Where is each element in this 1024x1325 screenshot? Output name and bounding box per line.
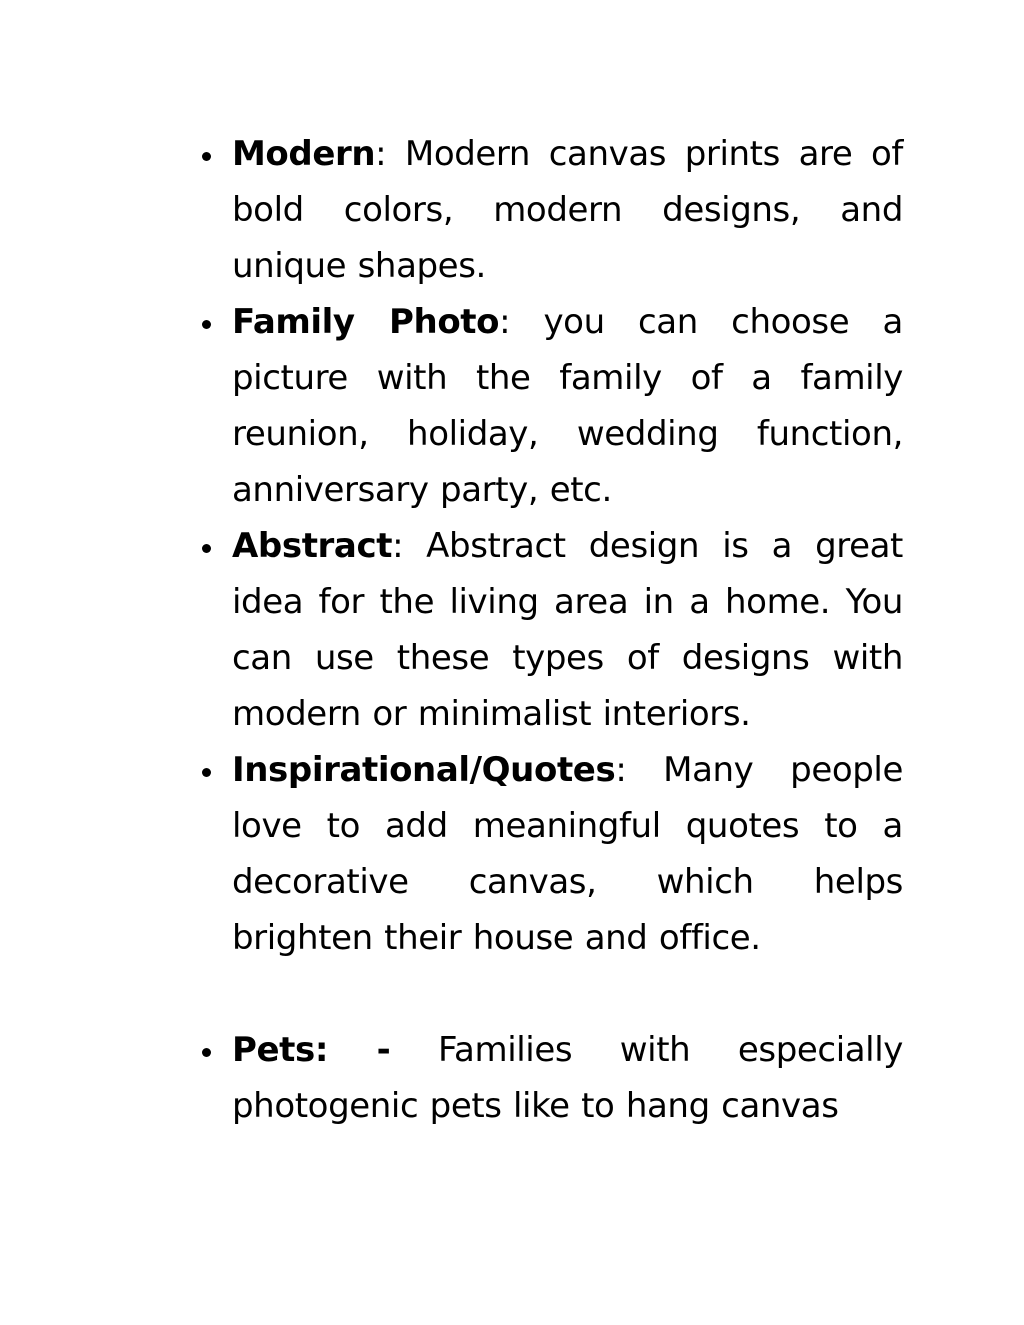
item-text: Families with especially photogenic pets like to hang canvas <box>232 1030 903 1126</box>
bullet-icon <box>202 1048 211 1057</box>
canvas-type-list <box>198 126 903 1134</box>
item-separator: : <box>392 526 404 566</box>
list-item-abstract <box>198 518 903 742</box>
item-term: Modern <box>232 134 376 174</box>
bullet-icon <box>202 320 211 329</box>
item-term: Abstract <box>232 526 393 566</box>
item-text: Abstract design is a great idea for the living area in a home. You can use these types of designs with modern or minimalist interiors. <box>232 526 903 734</box>
item-text: Modern canvas prints are of bold colors, modern designs, and unique shapes. <box>232 134 903 286</box>
item-separator: : <box>375 134 387 174</box>
bullet-icon <box>202 768 211 777</box>
item-separator: : <box>615 750 627 790</box>
bullet-icon <box>202 152 211 161</box>
list-item-modern <box>198 126 903 294</box>
list-item-family-photo <box>198 294 903 518</box>
bullet-icon <box>202 544 211 553</box>
item-text: you can choose a picture with the family of a family reunion, holiday, wedding function, anniversary party, etc. <box>232 302 903 510</box>
item-term: Pets: - <box>232 1030 391 1070</box>
list-item-pets <box>198 1022 903 1134</box>
item-term: Inspirational/Quotes <box>232 750 616 790</box>
item-term: Family Photo <box>232 302 500 342</box>
list-item-inspirational-quotes <box>198 742 903 966</box>
item-text: Many people love to add meaningful quotes to a decorative canvas, which helps brighten their house and office. <box>232 750 903 958</box>
item-separator: : <box>499 302 511 342</box>
